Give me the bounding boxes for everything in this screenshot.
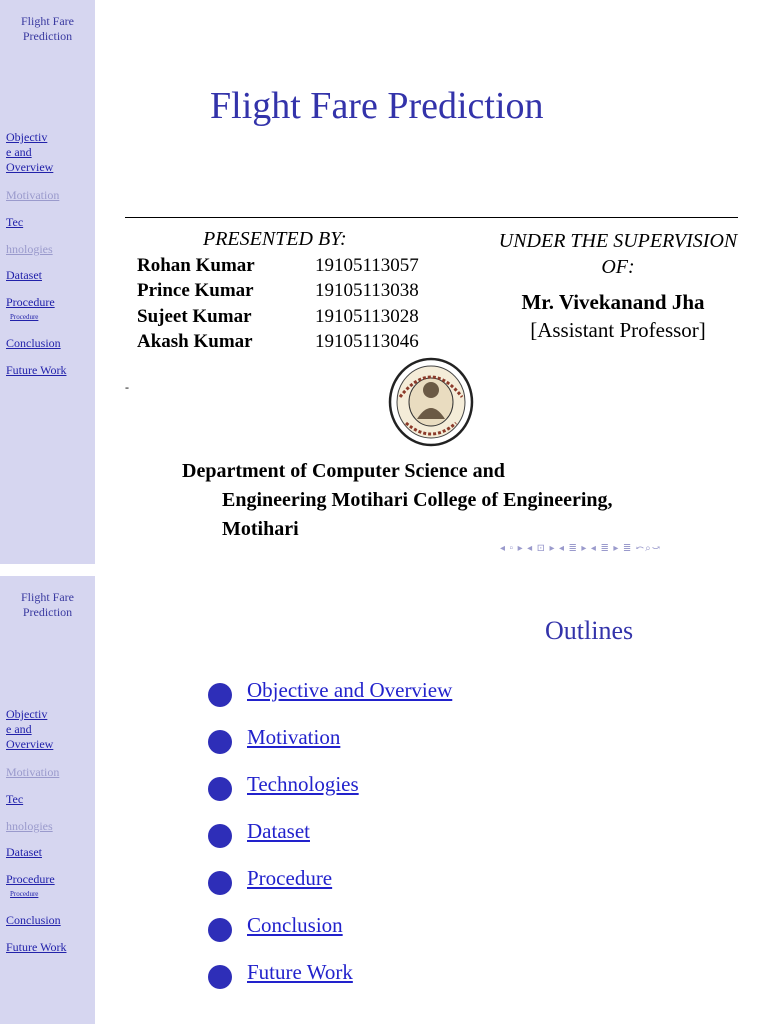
sidebar-item-conclusion[interactable]: Conclusion xyxy=(6,913,61,927)
supervisor-name: Mr. Vivekanand Jha xyxy=(521,290,705,314)
college-emblem-icon xyxy=(388,357,474,447)
sidebar-title-line: Prediction xyxy=(22,605,73,619)
sidebar-item-future-work[interactable]: Future Work xyxy=(6,940,67,954)
beamer-navigation-icons[interactable]: ◂ ▫ ▸ ◂ ⊡ ▸ ◂ ≣ ▸ ◂ ≣ ▸ ≣ ⤺⌕⤻ xyxy=(500,543,662,554)
outlines-title: Outlines xyxy=(545,616,634,645)
department-text xyxy=(182,457,613,544)
member-id: 19105113057 xyxy=(315,255,419,276)
sidebar-item-technologies[interactable]: hnologies xyxy=(6,242,53,256)
sidebar-item-procedure[interactable]: Procedure xyxy=(6,872,55,886)
sidebar-item-technologies[interactable]: Tec xyxy=(6,792,24,806)
sidebar-item-motivation[interactable]: Motivation xyxy=(6,188,60,202)
page-gap xyxy=(0,564,768,576)
sidebar-item-conclusion[interactable]: Conclusion xyxy=(6,336,61,350)
outline-link-dataset[interactable]: Dataset xyxy=(247,819,310,843)
supervision-label xyxy=(478,228,758,280)
divider xyxy=(125,217,738,218)
department-line: Motihari xyxy=(222,518,299,540)
outline-link-motivation[interactable]: Motivation xyxy=(247,725,341,749)
member-name: Prince Kumar xyxy=(137,280,254,301)
member-name: Rohan Kumar xyxy=(137,255,255,276)
sidebar-title[interactable] xyxy=(0,590,95,620)
sidebar-title-line: Prediction xyxy=(22,29,73,43)
sidebar-title-line: Flight Fare xyxy=(21,590,74,604)
sidebar-item-objective[interactable]: Overview xyxy=(6,160,54,174)
sidebar-item-future-work[interactable]: Future Work xyxy=(6,363,67,377)
sidebar-item-objective[interactable]: Objectiv xyxy=(6,707,48,721)
member-id: 19105113028 xyxy=(315,306,419,327)
sidebar-item-dataset[interactable]: Dataset xyxy=(6,845,42,859)
bullet-icon xyxy=(208,965,232,989)
bullet-icon xyxy=(208,683,232,707)
supervisor-role: [Assistant Professor] xyxy=(530,318,706,342)
bullet-icon xyxy=(208,871,232,895)
sidebar-item-motivation[interactable]: Motivation xyxy=(6,765,60,779)
member-name: Akash Kumar xyxy=(137,331,253,352)
bullet-icon xyxy=(208,824,232,848)
sidebar xyxy=(0,576,95,1024)
member-id: 19105113046 xyxy=(315,331,419,352)
sidebar-item-objective[interactable]: Objectiv xyxy=(6,130,48,144)
outline-link-technologies[interactable]: Technologies xyxy=(247,772,359,796)
member-name: Sujeet Kumar xyxy=(137,306,252,327)
slide-title: Flight Fare Prediction xyxy=(210,85,544,127)
outline-link-future-work[interactable]: Future Work xyxy=(247,960,353,984)
sidebar-item-objective[interactable]: Overview xyxy=(6,737,54,751)
outline-link-objective[interactable]: Objective and Overview xyxy=(247,678,453,702)
supervision-line: OF: xyxy=(601,256,635,278)
presented-by-label: PRESENTED BY: xyxy=(203,228,347,250)
bullet-icon xyxy=(208,918,232,942)
sidebar xyxy=(0,0,95,564)
sidebar-subitem-procedure[interactable]: Procedure xyxy=(10,313,39,321)
outline-link-conclusion[interactable]: Conclusion xyxy=(247,913,343,937)
sidebar-subitem-procedure[interactable]: Procedure xyxy=(10,890,39,898)
slide-2 xyxy=(0,576,768,1024)
sidebar-item-dataset[interactable]: Dataset xyxy=(6,268,42,282)
bullet-icon xyxy=(208,777,232,801)
sidebar-item-procedure[interactable]: Procedure xyxy=(6,295,55,309)
supervision-line: UNDER THE SUPERVISION xyxy=(498,230,738,252)
department-line: Department of Computer Science and xyxy=(182,460,505,482)
sidebar-title[interactable] xyxy=(0,14,95,44)
member-id: 19105113038 xyxy=(315,280,419,301)
sidebar-item-objective[interactable]: e and xyxy=(6,145,32,159)
sidebar-title-line: Flight Fare xyxy=(21,14,74,28)
dash-mark: - xyxy=(125,380,129,394)
sidebar-item-objective[interactable]: e and xyxy=(6,722,32,736)
sidebar-item-technologies[interactable]: Tec xyxy=(6,215,24,229)
sidebar-item-technologies[interactable]: hnologies xyxy=(6,819,53,833)
department-line: Engineering Motihari College of Engineering, xyxy=(222,489,613,511)
outline-link-procedure[interactable]: Procedure xyxy=(247,866,333,890)
bullet-icon xyxy=(208,730,232,754)
